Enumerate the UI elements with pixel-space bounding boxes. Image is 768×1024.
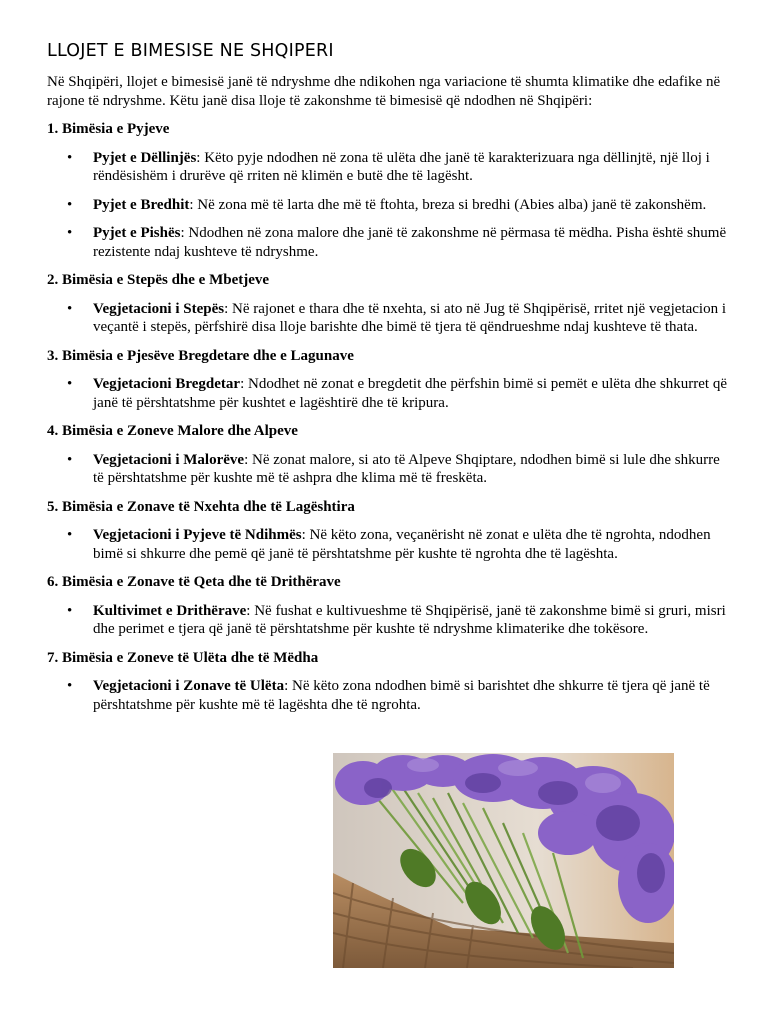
section-heading: 5. Bimësia e Zonave të Nxehta dhe të Lagështira	[47, 498, 355, 515]
section-heading: 3. Bimësia e Pjesëve Bregdetare dhe e Lagunave	[47, 347, 354, 364]
list-item-text: : Në zona më të larta dhe më të ftohta, breza si bredhi (Abies alba) janë të zakonshëm.	[189, 196, 707, 213]
section-list	[47, 300, 727, 337]
list-item-text: : Në zonat malore, si ato të Alpeve Shqiptare, ndodhen bimë si lule dhe shkurre të përshtatshme për kushte më të ashpra dhe klima më të freskëta.	[93, 451, 720, 486]
list-item-term: Vegjetacioni i Malorëve	[93, 451, 245, 468]
intro-paragraph: Në Shqipëri, llojet e bimesisë janë të ndryshme dhe ndikohen nga variacione të shumta klimatike dhe edafike në rajone të ndryshme. Këtu janë disa lloje të zakonshme të bimesisë që ndodhen në Shqipëri:	[47, 74, 721, 109]
section-heading: 2. Bimësia e Stepës dhe e Mbetjeve	[47, 272, 270, 288]
list-item-text: : Këto pyje ndodhen në zona të ulëta dhe janë të karakterizuara nga dëllinjtë, një lloj i rëndësishëm i drurëve që rriten në klimën e butë dhe të lagësht.	[93, 149, 710, 184]
section-list	[47, 375, 727, 412]
page-title: LLOJET E BIMESISE NE SHQIPERI	[47, 41, 334, 61]
list-item-term: Vegjetacioni Bregdetar	[93, 376, 241, 392]
list-item-text: : Në rajonet e thara dhe të nxehta, si ato në Jug të Shqipërisë, rritet një vegjetacion i veçantë i stepës, përfshirë disa lloje barishte dhe bimë të tjera të qëndrueshme ndaj kushteve të thata.	[93, 300, 727, 335]
list-item-term: Pyjet e Pishës	[93, 225, 181, 241]
sections-container	[47, 120, 727, 714]
list-item-term: Vegjetacioni i Stepës	[93, 300, 225, 317]
list-item	[47, 677, 727, 714]
section-heading: 4. Bimësia e Zoneve Malore dhe Alpeve	[47, 423, 298, 439]
section-heading: 7. Bimësia e Zoneve të Ulëta dhe të Mëdha	[47, 649, 319, 666]
list-item	[47, 602, 727, 639]
section-list	[47, 451, 727, 488]
section-heading: 6. Bimësia e Zonave të Qeta dhe të Drithërave	[47, 574, 341, 590]
list-item-text: : Ndodhen në zona malore dhe janë të zakonshme në përmasa të mëdha. Pisha është shumë rezistente ndaj kushteve të ndryshme.	[93, 225, 727, 260]
list-item-text: : Në këto zona, veçanërisht në zonat e ulëta dhe të ngrohta, ndodhen bimë si shkurre dhe pemë që janë të përshtatshme për kushte të ngrohta dhe të lagështa.	[93, 527, 711, 562]
section-list	[47, 677, 727, 714]
list-item-text: : Në këto zona ndodhen bimë si barishtet dhe shkurre të tjera që janë të përshtatshme për kushte më të lagështa dhe të ngrohta.	[93, 678, 710, 713]
list-item-text: : Ndodhet në zonat e bregdetit dhe përfshin bimë si pemët e ulëta dhe shkurret që janë të përshtatshme për kushtet e lagështirë dhe të kripura.	[93, 376, 727, 411]
list-item	[47, 451, 727, 488]
list-item	[47, 149, 727, 186]
section-heading: 1. Bimësia e Pyjeve	[47, 121, 170, 137]
list-item	[47, 224, 727, 261]
section-list	[47, 602, 727, 639]
list-item	[47, 375, 727, 412]
list-item-term: Kultivimet e Drithërave	[93, 602, 247, 619]
section-list	[47, 526, 727, 563]
list-item-term: Pyjet e Dëllinjës	[93, 149, 197, 166]
list-item-term: Pyjet e Bredhit	[93, 196, 190, 213]
lavender-photo	[333, 753, 674, 968]
list-item-term: Vegjetacioni i Zonave të Ulëta	[93, 678, 285, 694]
list-item	[47, 526, 727, 563]
list-item	[47, 196, 727, 215]
list-item-text: : Në fushat e kultivueshme të Shqipërisë, janë të zakonshme bimë si gruri, misri dhe perimet e tjera që janë të përshtatshme për kushte të ndryshme klimaterike dhe tokësore.	[93, 602, 726, 637]
list-item-term: Vegjetacioni i Pyjeve të Ndihmës	[93, 527, 302, 543]
section-list	[47, 149, 727, 262]
document-page	[47, 40, 727, 724]
list-item	[47, 300, 727, 337]
